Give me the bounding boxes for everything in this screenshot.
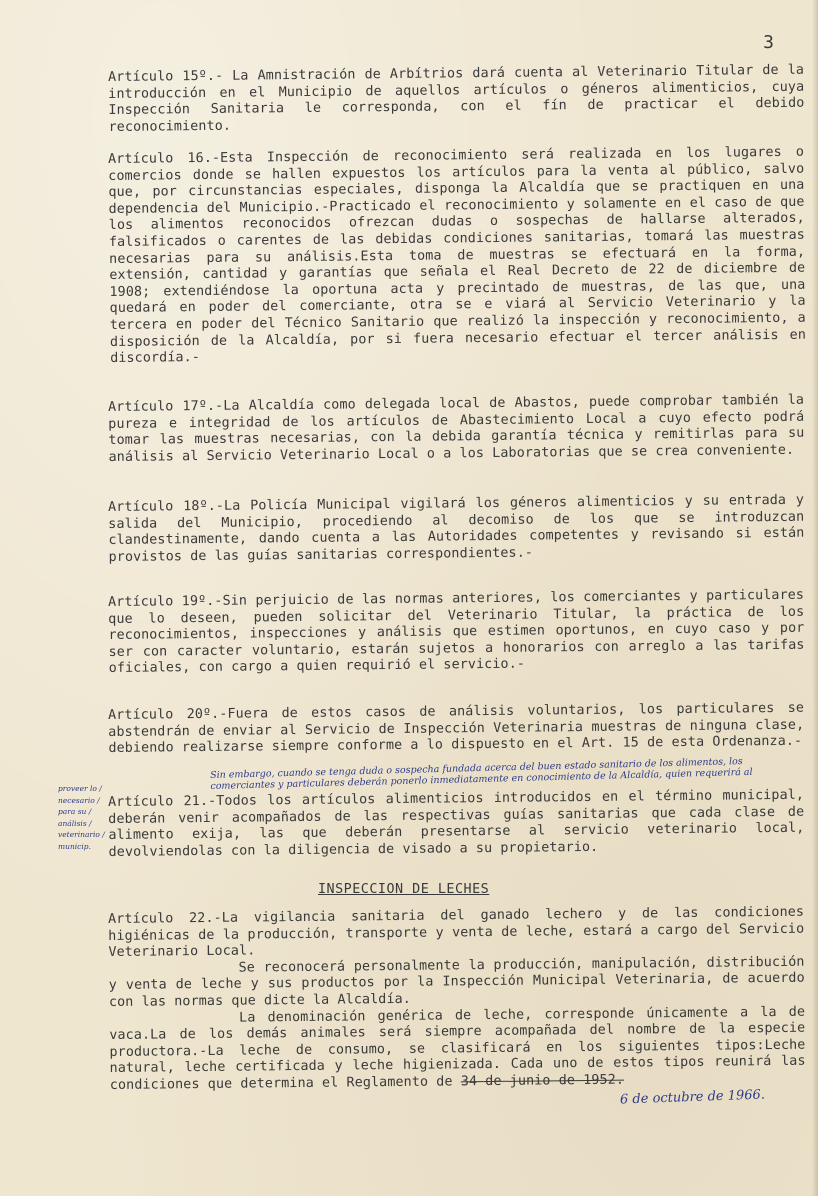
article-22 [108, 905, 806, 1095]
article-20: Artículo 20º.-Fuera de estos casos de análisis voluntarios, los particulares se abstendrán de enviar al Servicio de Inspección Veterinaria muestras de ninguna clase, debiendo realizarse siempre conforme a lo dispuesto en el Art. 15 de esta Ordenanza.- [108, 700, 805, 757]
article-15: Artículo 15º.- La Amnistración de Arbítrios dará cuenta al Veterinario Titular de la introducción en el Municipio de aquellos artículos o géneros alimenticios, cuya Inspección Sanitaria le corresponda, con el fín de practicar el debido reconocimiento. [108, 62, 805, 135]
article-19: Artículo 19º.-Sin perjuicio de las normas anteriores, los comerciantes y particulares que lo deseen, pueden solicitar del Veterinario Titular, la práctica de los reconocimientos, inspecciones y análisis que estimen oportunos, en cuyo caso y por ser con caracter voluntario, estarán sujetos a honorarios con arreglo a las tarifas oficiales, con cargo a quien requirió el servicio.- [108, 587, 805, 677]
article-22-paragraph-3 [109, 1004, 806, 1094]
article-21: Artículo 21.-Todos los artículos alimenticios introducidos en el término municipal, deberán venir acompañados de las respectivas guías sanitarias que cada clase de alimento exija, las que deberán presentarse al servicio veterinario local, devolviendolas con la diligencia de visado a su propietario. [108, 787, 805, 860]
article-22-paragraph-2: Se reconocerá personalmente la producción, manipulación, distribución y venta de leche y sus productos por la Inspección Municipal Veterinaria, de acuerdo con las normas que dicte la Alcaldía. [108, 954, 805, 1010]
article-16: Artículo 16.-Esta Inspección de reconocimiento será realizada en los lugares o comercios donde se hallen expuestos los artículos para la venta al público, salvo que, por circunstancias especiales, disponga la Alcaldía que se practiquen en una dependencia del Municipio.-Practicado el reconocimiento y solamente en el caso de que los alimentos reconocidos ofrezcan dudas o sospechas de hallarse alterados, falsificados o carentes de las debidas condiciones sanitarias, tomará las muestras necesarias para su análisis.Esta toma de muestras se efectuará en la forma, extensión, cantidad y garantías que señala el Real Decreto de 22 de diciembre de 1908; extendiéndose la oportuna acta y precintado de muestras, de las que, una quedará en poder del comerciante, otra se e viará al Servicio Veterinario y la tercera en poder del Técnico Sanitario que realizó la inspección y reconocimiento, a disposición de la Alcaldía, por si fuera necesario efectuar el tercer análisis en discordía.- [108, 144, 807, 367]
handwritten-annotation-inline: Sin embargo, cuando se tenga duda o sospecha fundada acerca del buen estado sanitario de los alimentos, los comerciantes y particulares deberán ponerlo inmediatamente en conocimiento de la Alcaldía, quien requerirá al [210, 756, 753, 792]
struck-date: 34 de junio de 1952. [460, 1072, 625, 1090]
section-heading: INSPECCION DE LECHES [318, 882, 490, 897]
handwritten-date: 6 de octubre de 1966. [619, 1087, 766, 1108]
handwritten-annotation-margin: proveer lo / necesario / para su / análisis / veterinario / municip. [58, 784, 105, 851]
article-17: Artículo 17º.-La Alcaldía como delegada local de Abastos, puede comprobar también la pureza e integridad de los artículos de Abastecimiento Local a cuyo efecto podrá tomar las muestras necesarias, con la debida garantía técnica y remitirlas para su análisis al Servicio Veterinario Local o a los Laboratorias que se crea conveniente. [108, 392, 805, 465]
article-18: Artículo 18º.-La Policía Municipal vigilará los géneros alimenticios y su entrada y salida del Municipio, procediendo al decomiso de los que se introduzcan clandestinamente, dando cuenta a las Autoridades competentes y revisando si están provistos de las guías sanitarias correspondientes.- [108, 492, 805, 565]
article-22-paragraph-1: Artículo 22.-La vigilancia sanitaria del ganado lechero y de las condiciones higiénicas de la producción, transporte y venta de leche, estará a cargo del Servicio Veterinario Local. [108, 904, 805, 961]
page-edge-shadow [812, 0, 818, 1196]
article-22-paragraph-3-text: La denominación genérica de leche, corresponde únicamente a la de vaca.La de los demás animales será siempre acompañada del nombre de la especie productora.-La leche de consumo, se clasificará en los siguientes tipos:Leche natural, leche certificada y leche higienizada. Cada uno de estos tipos reunirá las condiciones que determina el Reglamento de [109, 1004, 806, 1093]
page-number: 3 [763, 32, 774, 53]
